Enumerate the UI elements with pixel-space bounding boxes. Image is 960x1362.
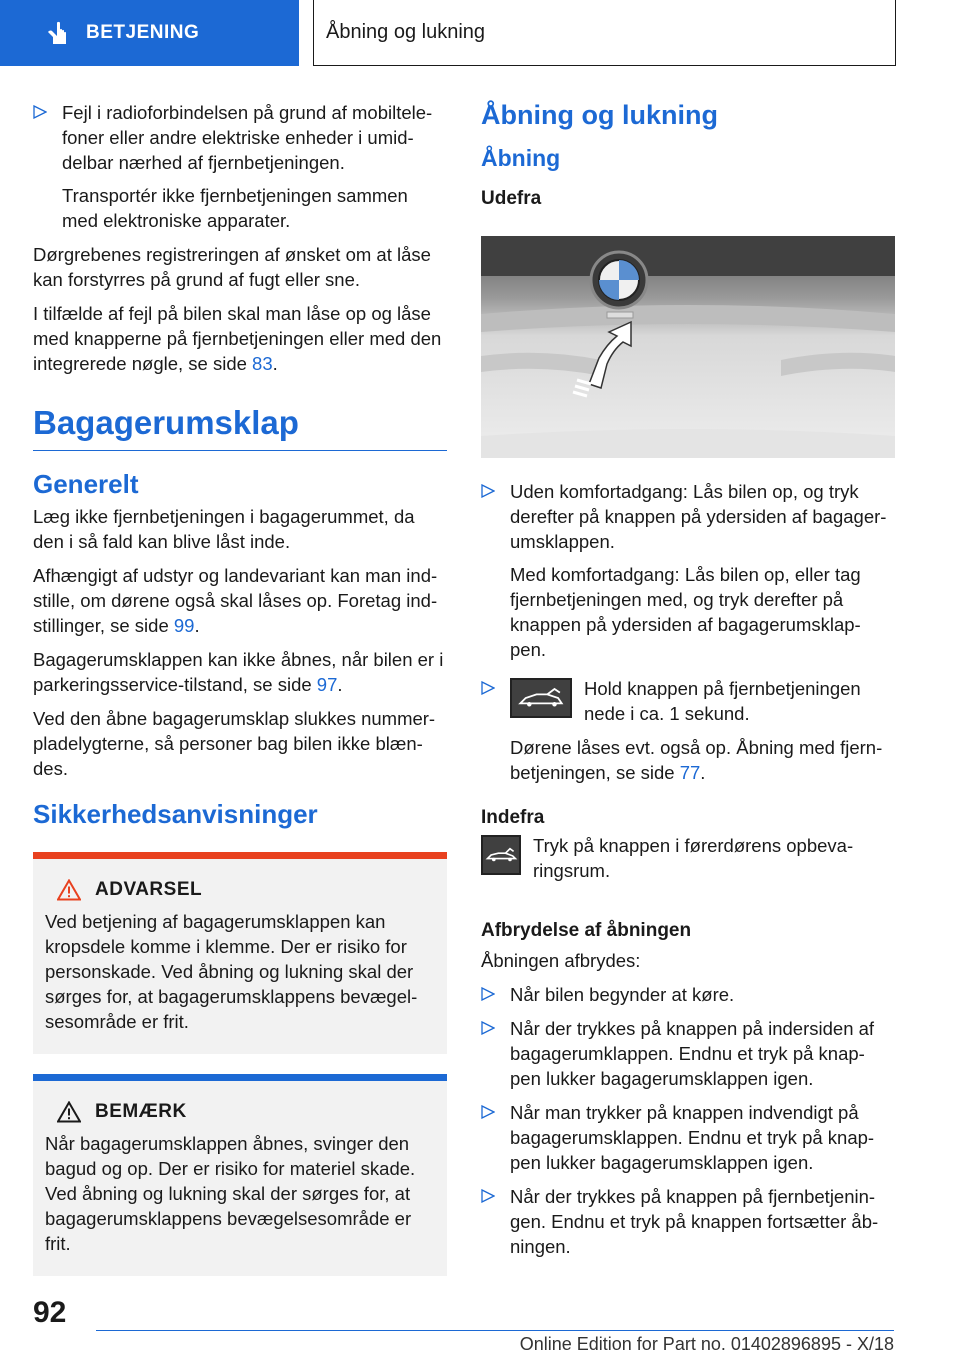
right-column bbox=[481, 100, 895, 1268]
text: Når man trykker på knappen indvendigt på bagagerumsklappen. Endnu et tryk på knap-pen lukker bagagerumsklappen igen. bbox=[510, 1102, 875, 1173]
page-number: 92 bbox=[33, 1296, 67, 1329]
triangle-bullet-icon bbox=[481, 987, 495, 1001]
footer-edition: Online Edition for Part no. 01402896895 - X/18 bbox=[519, 1334, 894, 1354]
note-box bbox=[33, 1074, 447, 1276]
text: Transportér ikke fjernbetjeningen sammen med elektroniske apparater. bbox=[62, 185, 408, 231]
page-link[interactable]: 83 bbox=[252, 353, 273, 374]
text: Åbningen afbrydes: bbox=[481, 950, 641, 971]
triangle-bullet-icon bbox=[481, 1105, 495, 1119]
text: Bagagerumsklappen kan ikke åbnes, når bilen er i parkeringsservice-tilstand, se side 97. bbox=[33, 649, 444, 695]
page-title: Åbning og lukning bbox=[313, 0, 896, 66]
section-tab bbox=[0, 0, 299, 66]
list-item bbox=[481, 676, 895, 785]
footer-divider bbox=[96, 1330, 894, 1331]
heading-afbrydelse: Afbrydelse af åbningen bbox=[481, 920, 692, 941]
page-link[interactable]: 77 bbox=[679, 762, 701, 783]
text: Ved den åbne bagagerumsklap slukkes nummer-pladelygterne, så personer bag bilen ikke blæn-des. bbox=[33, 708, 436, 779]
text: I tilfælde af fejl på bilen skal man låse op og låse med knapperne på fjernbetjeningen eller med den integrerede nøgle, se side 83. bbox=[33, 303, 442, 374]
page-link[interactable]: 97 bbox=[316, 674, 338, 695]
text: Læg ikke fjernbetjeningen i bagagerummet, da den i så fald kan blive låst inde. bbox=[33, 506, 415, 552]
trunk-button-photo bbox=[481, 236, 895, 458]
heading-aabning-lukning: Åbning og lukning bbox=[481, 100, 718, 130]
left-column bbox=[33, 100, 447, 1294]
text: Når bilen begynder at køre. bbox=[510, 984, 735, 1005]
caution-triangle-icon bbox=[57, 1101, 81, 1123]
warning-text: Ved betjening af bagagerumsklappen kan kropsdele komme i klemme. Der er risiko for personskade. Ved åbning og lukning skal der sørges for, at bagagerumsklappens bevægel-sesområde er frit. bbox=[45, 911, 418, 1032]
list-item bbox=[33, 100, 447, 233]
triangle-bullet-icon bbox=[33, 105, 47, 119]
heading-bagagerumsklap: Bagagerumsklap bbox=[33, 404, 447, 451]
triangle-bullet-icon bbox=[481, 1189, 495, 1203]
text: Når der trykkes på knappen på fjernbetjenin-gen. Endnu et tryk på knappen fortsætter åb-ningen. bbox=[510, 1186, 879, 1257]
text: Dørgrebenes registreringen af ønsket om at låse kan forstyrres på grund af fugt eller sne. bbox=[33, 244, 431, 290]
text: Dørene låses evt. også op. Åbning med fjern-betjeningen, se side 77. bbox=[510, 737, 883, 783]
list-item bbox=[481, 1184, 895, 1259]
text: Hold knappen på fjernbetjeningen nede i ca. 1 sekund. bbox=[584, 678, 861, 724]
heading-indefra: Indefra bbox=[481, 807, 545, 828]
triangle-bullet-icon bbox=[481, 1021, 495, 1035]
list-item bbox=[481, 1016, 895, 1091]
text: Når der trykkes på knappen på indersiden af bagagerumklappen. Endnu et tryk på knap-pen lukker bagagerumsklappen igen. bbox=[510, 1018, 875, 1089]
text: Med komfortadgang: Lås bilen op, eller tag fjernbetjeningen med, og tryk derefter på knappen på ydersiden af bagagerumsklap-pen. bbox=[510, 564, 861, 660]
warning-box bbox=[33, 852, 447, 1054]
indefra-row bbox=[481, 833, 895, 892]
interior-trunk-button-icon bbox=[481, 835, 521, 875]
text: Fejl i radioforbindelsen på grund af mobiltele-foner eller andre elektriske enheder i umid-delbar nærhed af fjernbetjeningen. bbox=[62, 102, 433, 173]
text: Tryk på knappen i førerdørens opbeva-ringsrum. bbox=[533, 835, 854, 881]
text: Uden komfortadgang: Lås bilen op, og tryk derefter på knappen på ydersiden af bagager-umsklappen. bbox=[510, 481, 887, 552]
list-item bbox=[481, 479, 895, 662]
warning-title: ADVARSEL bbox=[95, 879, 203, 900]
section-label: BETJENING bbox=[86, 22, 200, 43]
triangle-bullet-icon bbox=[481, 484, 495, 498]
note-text: Når bagagerumsklappen åbnes, svinger den bagud og op. Der er risiko for materiel skade. Ved åbning og lukning skal der sørges for, at bagagerumsklappens bevægelsesområde er frit. bbox=[45, 1133, 416, 1254]
heading-sikkerhed: Sikkerhedsanvisninger bbox=[33, 799, 318, 829]
note-title: BEMÆRK bbox=[95, 1101, 187, 1122]
page-link[interactable]: 99 bbox=[173, 615, 195, 636]
heading-udefra: Udefra bbox=[481, 188, 542, 209]
remote-trunk-button-icon bbox=[510, 678, 572, 718]
heading-aabning: Åbning bbox=[481, 145, 561, 171]
list-item bbox=[481, 982, 895, 1007]
triangle-bullet-icon bbox=[481, 681, 495, 695]
list-item bbox=[481, 1100, 895, 1175]
heading-generelt: Generelt bbox=[33, 469, 139, 499]
warning-triangle-icon bbox=[57, 879, 81, 901]
hand-pointer-icon bbox=[44, 20, 70, 46]
text: Afhængigt af udstyr og landevariant kan man ind-stille, om dørene også skal låses op. Foretag ind-stillinger, se side 99. bbox=[33, 565, 438, 636]
